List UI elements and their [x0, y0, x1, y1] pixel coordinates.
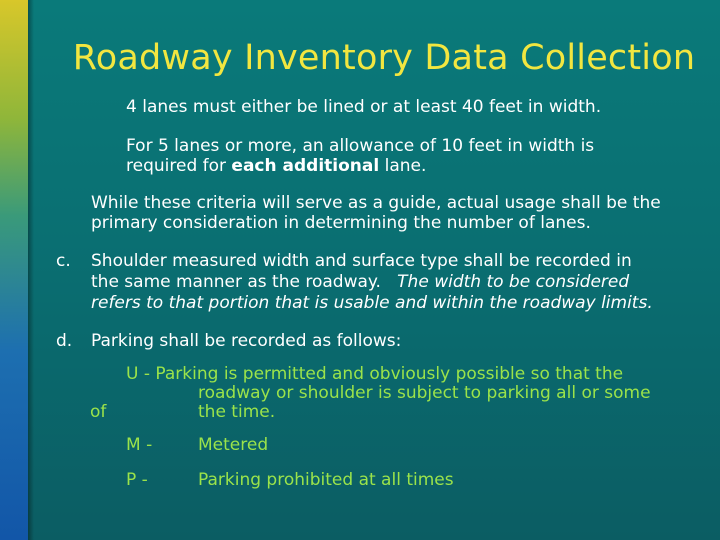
shoulder-line2: [91, 272, 629, 292]
paragraph-criteria-line2: primary consideration in determining the number of lanes.: [91, 213, 591, 233]
side-bar-shadow: [28, 0, 34, 540]
slide-title: Roadway Inventory Data Collection: [72, 38, 696, 78]
parking-u-line1: U - Parking is permitted and obviously possible so that the: [126, 364, 624, 384]
item-d-label: d.: [56, 331, 73, 351]
shoulder-line2-normal: the same manner as the roadway.: [91, 272, 381, 292]
parking-m-code: M -: [126, 435, 153, 455]
parking-intro: Parking shall be recorded as follows:: [91, 331, 402, 351]
paragraph-five-lanes-line1: For 5 lanes or more, an allowance of 10 feet in width is: [126, 136, 595, 156]
item-c-label: c.: [56, 251, 71, 271]
parking-p-desc: Parking prohibited at all times: [198, 470, 454, 490]
each-additional-emphasis: each additional: [231, 156, 380, 176]
parking-of-word: of: [90, 402, 107, 422]
five-lanes-suffix: lane.: [379, 156, 427, 176]
shoulder-line2-italic: The width to be considered: [397, 272, 630, 292]
parking-m-desc: Metered: [198, 435, 269, 455]
decorative-side-bar: [0, 0, 28, 540]
parking-u-line3: the time.: [198, 402, 276, 422]
shoulder-line3-italic: refers to that portion that is usable and within the roadway limits.: [91, 293, 653, 313]
paragraph-four-lanes: 4 lanes must either be lined or at least 40 feet in width.: [126, 97, 602, 117]
paragraph-criteria-line1: While these criteria will serve as a guide, actual usage shall be the: [91, 193, 661, 213]
shoulder-line1: Shoulder measured width and surface type shall be recorded in: [91, 251, 632, 271]
parking-p-code: P -: [126, 470, 148, 490]
five-lanes-text: required for: [126, 156, 232, 176]
parking-u-line2: roadway or shoulder is subject to parking all or some: [198, 383, 651, 403]
paragraph-five-lanes-line2: [126, 156, 426, 176]
